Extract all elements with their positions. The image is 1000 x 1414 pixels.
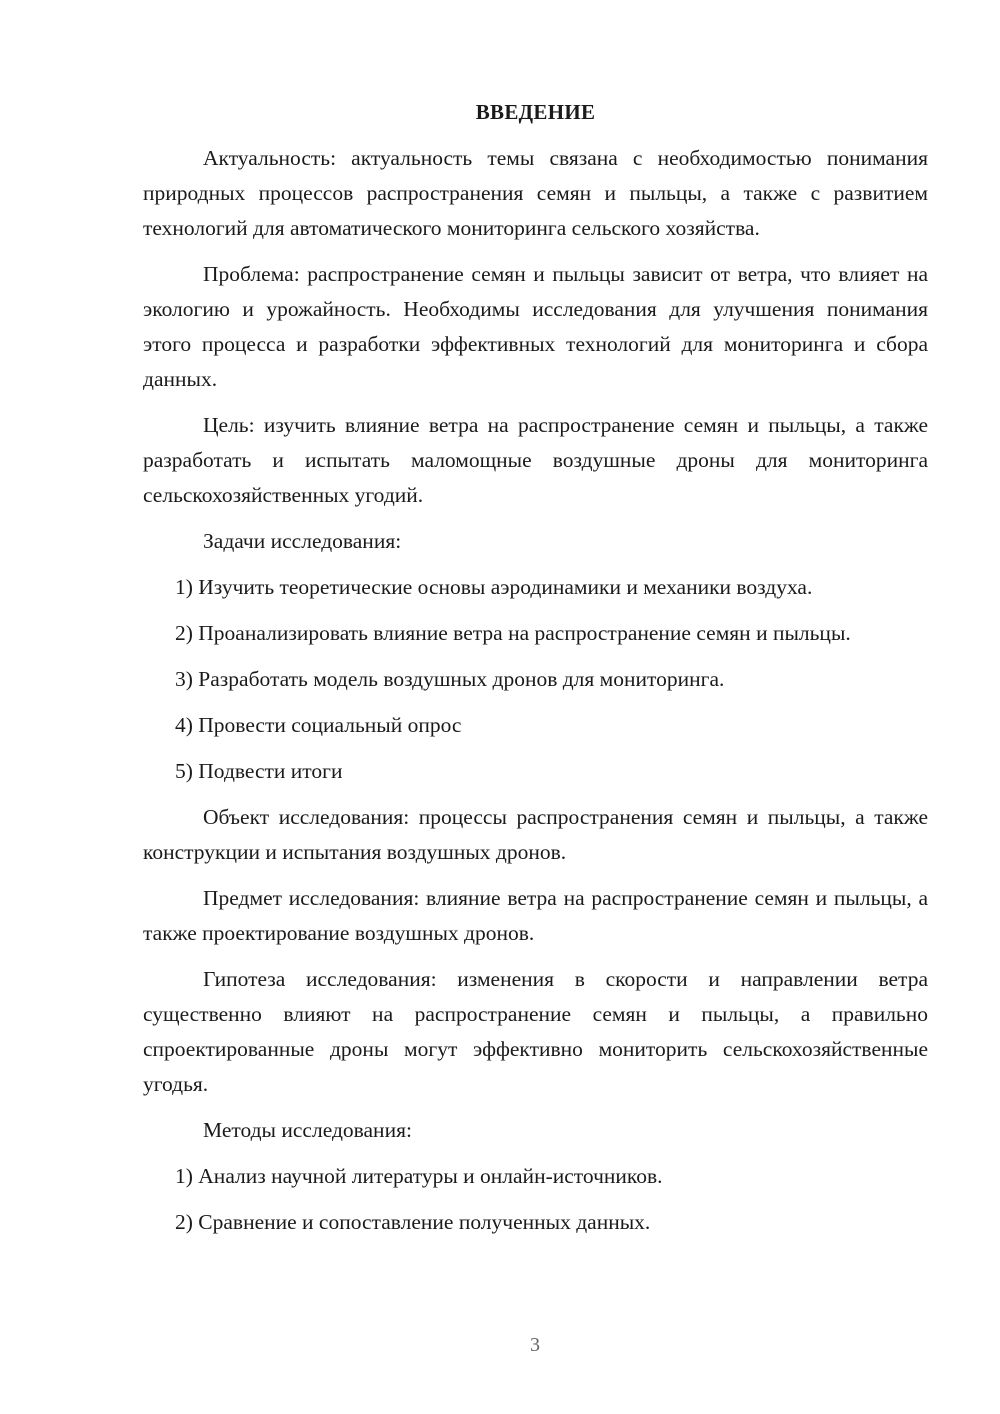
method-item: 1) Анализ научной литературы и онлайн-источников.: [175, 1164, 663, 1188]
hypothesis-paragraph: Гипотеза исследования: изменения в скорости и направлении ветра существенно влияют на распространение семян и пыльцы, а правильно спроектированные дроны могут эффективно мониторить сельскохозяйственные угодья.: [143, 967, 928, 1096]
relevance-paragraph: Актуальность: актуальность темы связана с необходимостью понимания природных процессов распространения семян и пыльцы, а также с развитием технологий для автоматического мониторинга сельского хозяйства.: [143, 146, 928, 240]
section-heading: ВВЕДЕНИЕ: [475, 100, 596, 124]
methods-heading: Методы исследования:: [203, 1118, 412, 1142]
task-item: 2) Проанализировать влияние ветра на распространение семян и пыльцы.: [175, 621, 851, 645]
subject-paragraph: Предмет исследования: влияние ветра на распространение семян и пыльцы, а также проектирование воздушных дронов.: [143, 886, 928, 945]
goal-paragraph: Цель: изучить влияние ветра на распространение семян и пыльцы, а также разработать и испытать маломощные воздушные дроны для мониторинга сельскохозяйственных угодий.: [143, 413, 928, 507]
task-item: 5) Подвести итоги: [175, 759, 343, 783]
tasks-heading: Задачи исследования:: [203, 529, 402, 553]
object-paragraph: Объект исследования: процессы распространения семян и пыльцы, а также конструкции и испытания воздушных дронов.: [143, 805, 928, 864]
method-item: 2) Сравнение и сопоставление полученных данных.: [175, 1210, 651, 1234]
task-item: 4) Провести социальный опрос: [175, 713, 462, 737]
task-item: 1) Изучить теоретические основы аэродинамики и механики воздуха.: [175, 575, 813, 599]
page-content: [143, 97, 928, 1251]
problem-paragraph: Проблема: распространение семян и пыльцы зависит от ветра, что влияет на экологию и урожайность. Необходимы исследования для улучшения понимания этого процесса и разработки эффективных технологий для мониторинга и сбора данных.: [143, 262, 928, 391]
page-number: 3: [530, 1334, 540, 1356]
task-item: 3) Разработать модель воздушных дронов для мониторинга.: [175, 667, 725, 691]
